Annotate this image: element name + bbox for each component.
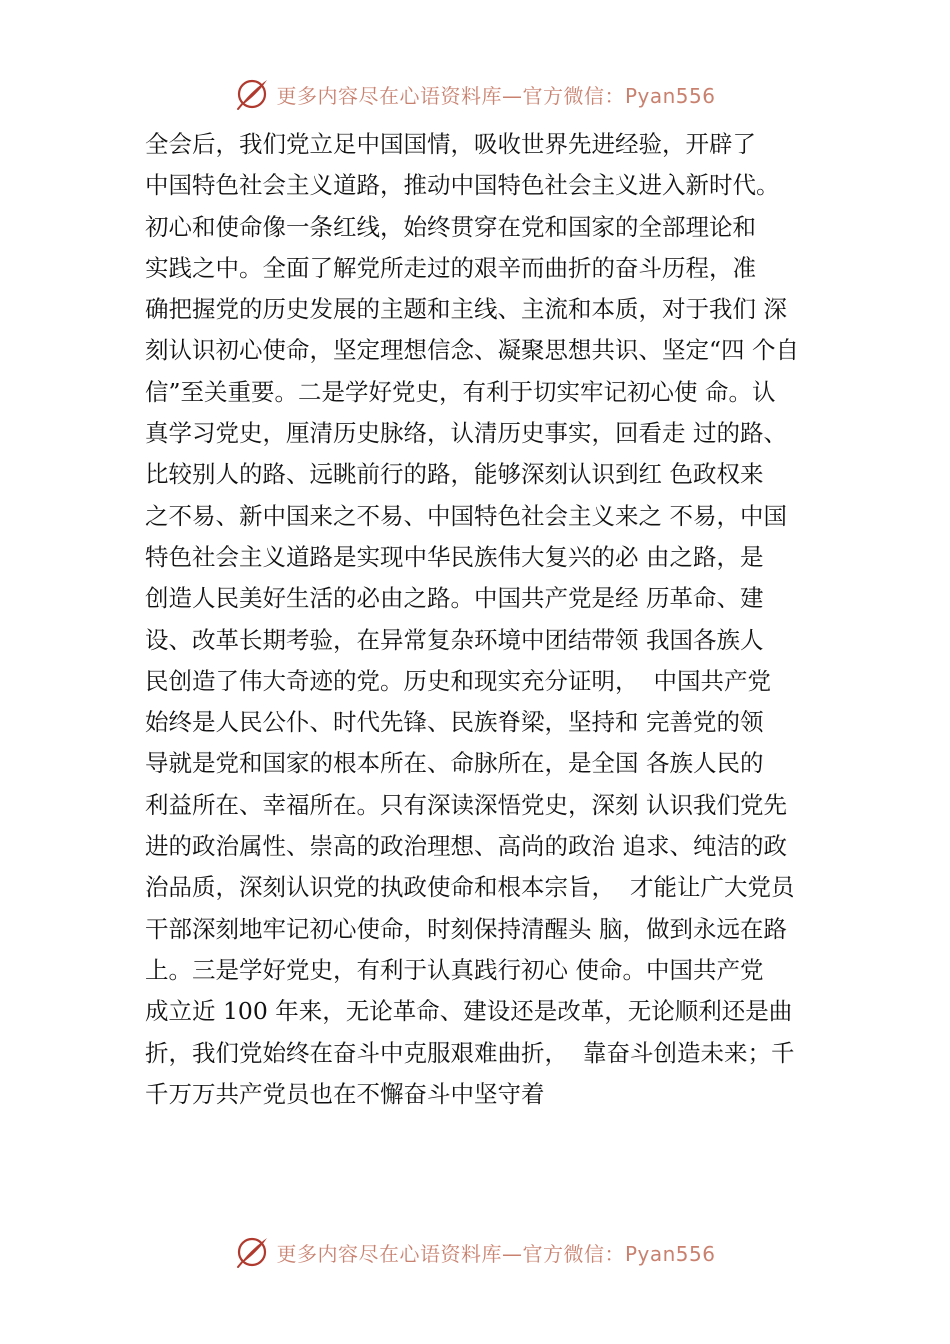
body-text-line: 千万万共产党员也在不懈奋斗中坚守着 — [145, 1079, 545, 1108]
quill-pen-circle-icon — [234, 76, 270, 112]
quill-pen-circle-icon — [234, 1234, 270, 1270]
footer-banner-text: 更多内容尽在心语资料库—官方微信：Pyan556 — [276, 1241, 716, 1266]
body-text-line: 确把握党的历史发展的主题和主线、主流和本质，对于我们 深 — [145, 295, 787, 324]
document-body — [145, 124, 835, 1115]
body-text-line: 利益所在、幸福所在。只有深读深悟党史，深刻 认识我们党先 — [145, 790, 787, 819]
body-text-line: 成立近 100 年来，无论革命、建设还是改革，无论顺利还是曲 — [145, 997, 793, 1026]
body-text-line: 导就是党和国家的根本所在、命脉所在，是全国 各族人民的 — [145, 749, 764, 778]
body-text-line: 进的政治属性、崇高的政治理想、高尚的政治 追求、纯洁的政 — [145, 832, 787, 861]
body-text-line: 刻认识初心使命，坚定理想信念、凝聚思想共识、坚定“四 个自 — [145, 336, 799, 365]
body-text-line: 上。三是学好党史，有利于认真践行初心 使命。中国共产党 — [145, 955, 764, 984]
body-text-line: 实践之中。全面了解党所走过的艰辛而曲折的奋斗历程，准 — [145, 253, 756, 282]
body-text-line: 折，我们党始终在奋斗中克服艰难曲折， 靠奋斗创造未来；千 — [145, 1038, 795, 1067]
footer-banner — [0, 1230, 950, 1274]
body-text-line: 中国特色社会主义道路，推动中国特色社会主义进入新时代。 — [145, 171, 780, 200]
body-text-line: 始终是人民公仆、时代先锋、民族脊梁，坚持和 完善党的领 — [145, 708, 764, 737]
body-text-line: 真学习党史，厘清历史脉络，认清历史事实，回看走 过的路、 — [145, 419, 787, 448]
body-text-line: 比较别人的路、远眺前行的路，能够深刻认识到红 色政权来 — [145, 460, 764, 489]
body-text-line: 之不易、新中国来之不易、中国特色社会主义来之 不易，中国 — [145, 501, 787, 530]
header-banner — [0, 72, 950, 116]
body-text-line: 治品质，深刻认识党的执政使命和根本宗旨， 才能让广大党员 — [145, 873, 795, 902]
body-text-line: 初心和使命像一条红线，始终贯穿在党和国家的全部理论和 — [145, 212, 756, 241]
body-text-line: 创造人民美好生活的必由之路。中国共产党是经 历革命、建 — [145, 584, 764, 613]
body-text-line: 特色社会主义道路是实现中华民族伟大复兴的必 由之路，是 — [145, 542, 764, 571]
body-text-line: 干部深刻地牢记初心使命，时刻保持清醒头 脑，做到永远在路 — [145, 914, 787, 943]
body-text-line: 全会后，我们党立足中国国情，吸收世界先进经验，开辟了 — [145, 130, 756, 158]
body-text-line: 设、改革长期考验，在异常复杂环境中团结带领 我国各族人 — [145, 625, 764, 654]
body-text-line: 民创造了伟大奇迹的党。历史和现实充分证明， 中国共产党 — [145, 666, 771, 695]
header-banner-text: 更多内容尽在心语资料库—官方微信：Pyan556 — [276, 83, 716, 108]
body-text-line: 信”至关重要。二是学好党史，有利于切实牢记初心使 命。认 — [145, 377, 776, 406]
